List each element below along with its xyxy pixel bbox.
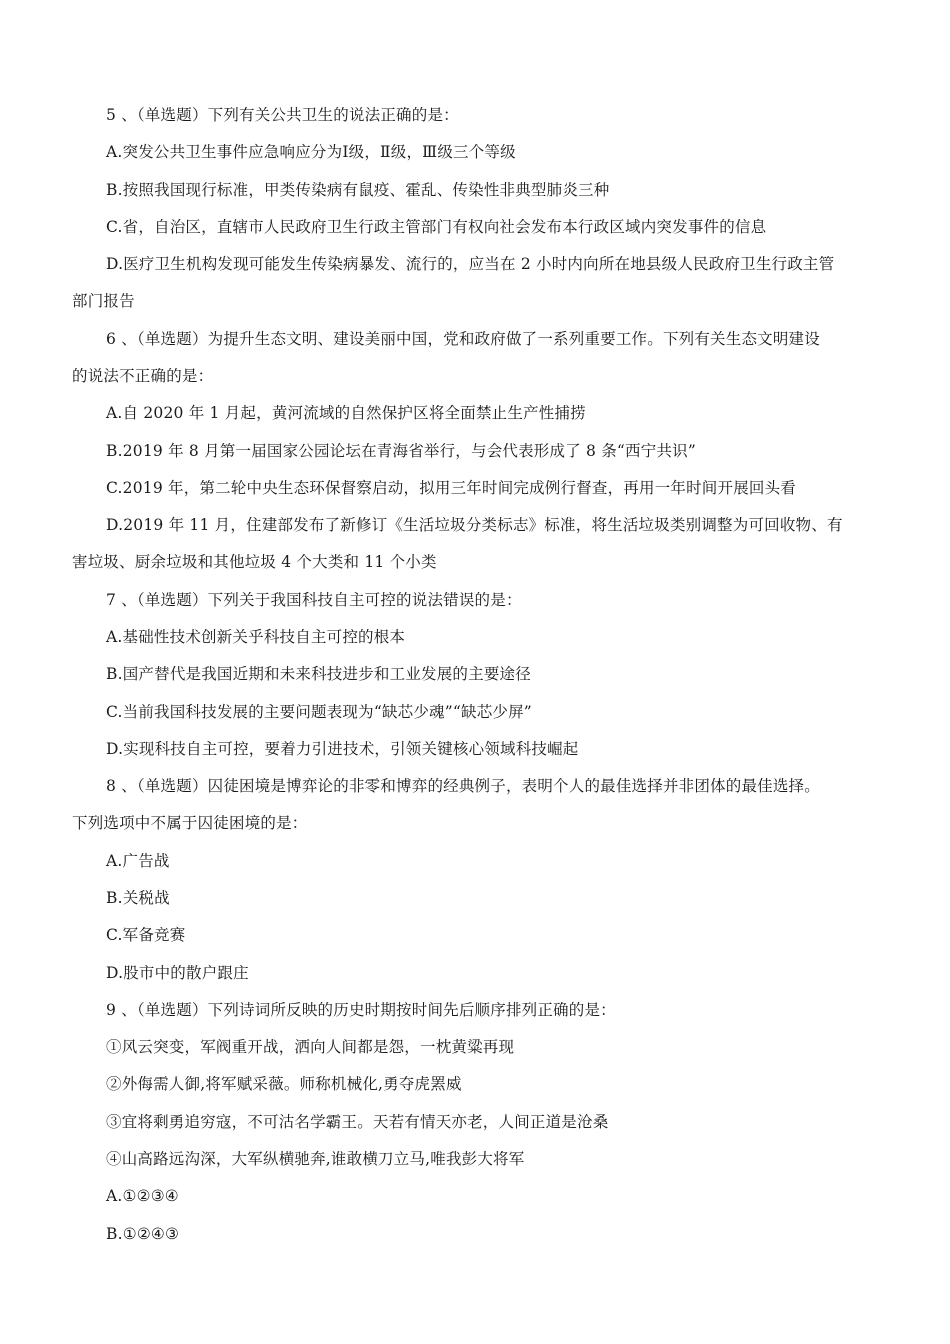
- q7-option-d: D.实现科技自主可控，要着力引进技术，引领关键核心领域科技崛起: [106, 740, 579, 758]
- q7-option-b: B.国产替代是我国近期和未来科技进步和工业发展的主要途径: [106, 665, 531, 683]
- q7-option-a: A.基础性技术创新关乎科技自主可控的根本: [106, 628, 406, 646]
- q6-option-c: C.2019 年，第二轮中央生态环保督察启动，拟用三年时间完成例行督查，再用一年时间开展回头看: [106, 479, 797, 497]
- q8-option-b: B.关税战: [106, 889, 170, 907]
- q9-item-1: ①风云突变，军阀重开战，洒向人间都是怨，一枕黄粱再现: [106, 1038, 515, 1056]
- q9-item-3: ③宜将剩勇追穷寇，不可沽名学霸王。天若有情天亦老，人间正道是沧桑: [106, 1113, 609, 1131]
- q8-option-a: A.广告战: [106, 852, 170, 870]
- q6-option-a: A.自 2020 年 1 月起，黄河流域的自然保护区将全面禁止生产性捕捞: [106, 404, 586, 422]
- q9-stem-line-1: 9 、（单选题）下列诗词所反映的历史时期按时间先后顺序排列正确的是：: [106, 1001, 616, 1019]
- q7-stem-line-1: 7 、（单选题）下列关于我国科技自主可控的说法错误的是：: [106, 591, 522, 609]
- q6-option-b: B.2019 年 8 月第一届国家公园论坛在青海省举行，与会代表形成了 8 条“西宁共识”: [106, 442, 696, 460]
- q9-option-a: A.①②③④: [106, 1187, 179, 1205]
- q8-option-c: C.军备竞赛: [106, 926, 186, 944]
- q5-option-b: B.按照我国现行标准，甲类传染病有鼠疫、霍乱、传染性非典型肺炎三种: [106, 181, 610, 199]
- q9-item-4: ④山高路远沟深，大军纵横驰奔,谁敢横刀立马,唯我彭大将军: [106, 1150, 525, 1168]
- q6-stem-line-1: 6 、（单选题）为提升生态文明、建设美丽中国，党和政府做了一系列重要工作。下列有关生态文明建设: [106, 330, 820, 348]
- q5-option-a: A.突发公共卫生事件应急响应分为Ⅰ级，Ⅱ级，Ⅲ级三个等级: [106, 143, 516, 161]
- q5-option-d-line-2: 部门报告: [72, 292, 135, 310]
- q9-item-2: ②外侮需人御,将军赋采薇。师称机械化,勇夺虎罴威: [106, 1075, 462, 1093]
- q5-option-d-line-1: D.医疗卫生机构发现可能发生传染病暴发、流行的，应当在 2 小时内向所在地县级人民政府卫生行政主管: [106, 255, 835, 273]
- q6-stem-line-2: 的说法不正确的是：: [72, 367, 214, 385]
- q5-stem-line-1: 5 、（单选题）下列有关公共卫生的说法正确的是：: [106, 106, 459, 124]
- q6-option-d-line-2: 害垃圾、厨余垃圾和其他垃圾 4 个大类和 11 个小类: [72, 553, 437, 571]
- q8-stem-line-1: 8 、（单选题）囚徒困境是博弈论的非零和博弈的经典例子，表明个人的最佳选择并非团体的最佳选择。: [106, 777, 820, 795]
- q7-option-c: C.当前我国科技发展的主要问题表现为“缺芯少魂”“缺芯少屏”: [106, 703, 532, 721]
- q6-option-d-line-1: D.2019 年 11 月，住建部发布了新修订《生活垃圾分类标志》标准，将生活垃圾类别调整为可回收物、有: [106, 516, 843, 534]
- q8-stem-line-2: 下列选项中不属于囚徒困境的是：: [72, 814, 308, 832]
- q9-option-b: B.①②④③: [106, 1225, 180, 1243]
- q5-option-c: C.省，自治区，直辖市人民政府卫生行政主管部门有权向社会发布本行政区域内突发事件的信息: [106, 218, 767, 236]
- q8-option-d: D.股市中的散户跟庄: [106, 964, 249, 982]
